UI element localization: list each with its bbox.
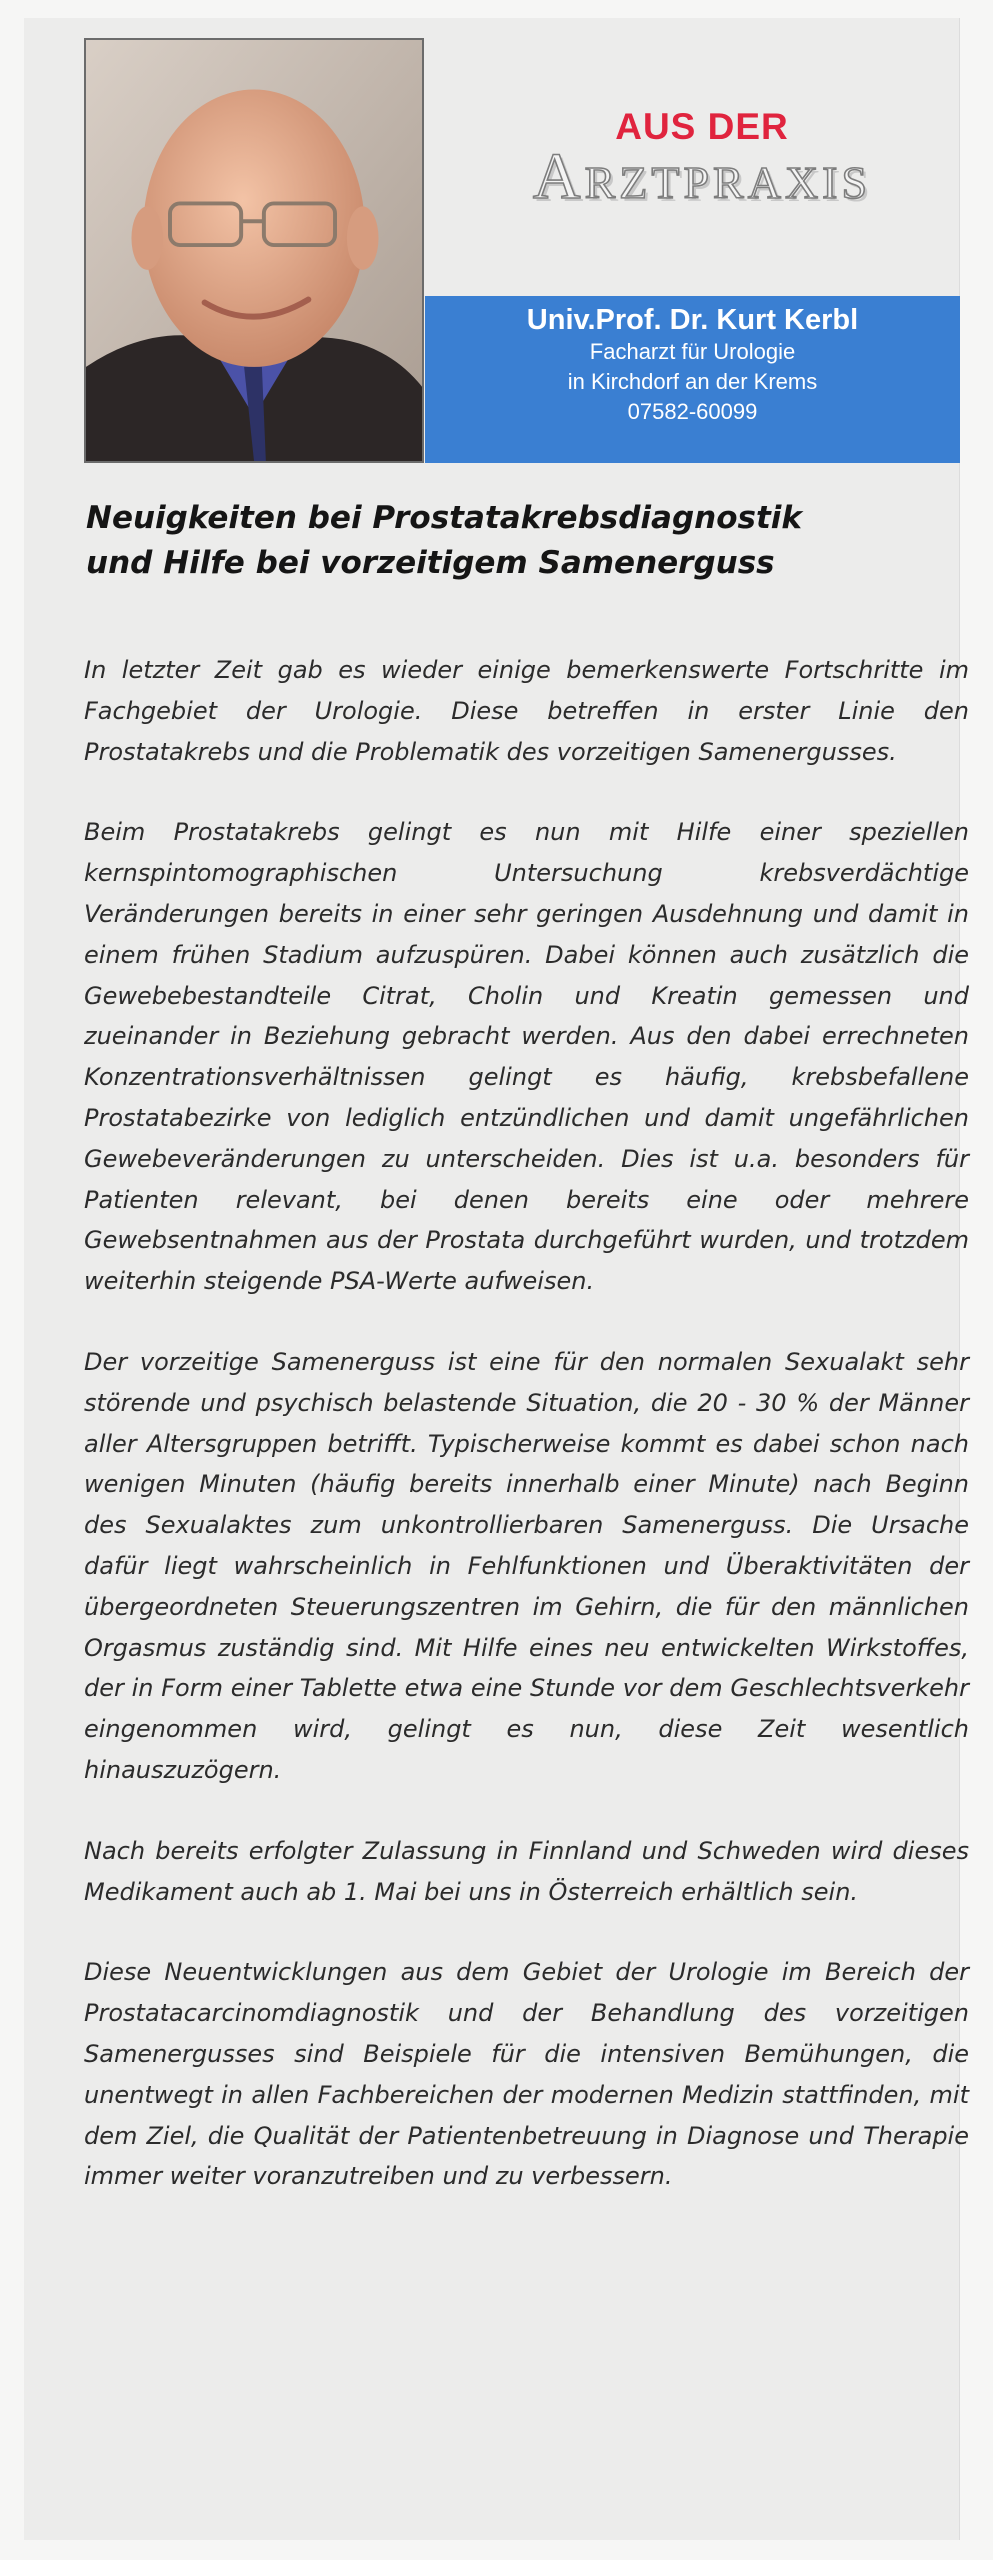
paragraph-prostate-diagnostics: Beim Prostatakrebs gelingt es nun mit Hilfe einer speziellen kernspintomographischen Untersuchung krebsverdächtige Veränderungen bereits in einer sehr geringen Ausdehnung und damit in einem frühen Stadium aufzuspüren. Dabei können auch zusätzlich die Gewebebestandteile Citrat, Cholin und Kreatin gemessen und zueinander in Beziehung gebracht werden. Aus den dabei errechneten Konzentrationsverhältnissen gelingt es häufig, krebsbefallene Prostatabezirke von lediglich entzündlichen und damit ungefährlichen Gewebeveränderungen zu unterscheiden. Dies ist u.a. besonders für Patienten relevant, bei denen bereits eine oder mehrere Gewebsentnahmen aus der Prostata durchgeführt wurden, und trotzdem weiterhin steigende PSA-Werte aufweisen. bbox=[84, 818, 969, 1296]
paragraph-intro: In letzter Zeit gab es wieder einige bemerkenswerte Fortschritte im Fachgebiet der Urologie. Diese betreffen in erster Linie den Prostatakrebs und die Problematik des vorzeitigen Samenergusses. bbox=[84, 656, 969, 766]
headline-line-1: Neuigkeiten bei Prostatakrebsdiagnostik bbox=[86, 500, 803, 536]
author-specialty: Facharzt für Urologie bbox=[589, 339, 796, 364]
author-location: in Kirchdorf an der Krems bbox=[567, 369, 818, 394]
author-phone: 07582-60099 bbox=[627, 399, 758, 424]
paragraph-approval: Nach bereits erfolgter Zulassung in Finnland und Schweden wird dieses Medikament auch ab 1. Mai bei uns in Österreich erhältlich sein. bbox=[84, 1836, 969, 1906]
column-title: Arztpraxis bbox=[532, 140, 872, 213]
author-photo bbox=[84, 38, 424, 463]
article-headline bbox=[86, 496, 966, 586]
article-panel bbox=[24, 18, 969, 2540]
column-kicker: AUS DER bbox=[615, 106, 789, 147]
paragraph-conclusion: Diese Neuentwicklungen aus dem Gebiet der Urologie im Bereich der Prostatacarcinomdiagnostik und der Behandlung des vorzeitigen Samenergusses sind Beispiele für die intensiven Bemühungen, die unentwegt in allen Fachbereichen der modernen Medizin stattfinden, mit dem Ziel, die Qualität der Patientenbetreuung in Diagnose und Therapie immer weiter voranzutreiben und zu verbessern. bbox=[84, 1958, 969, 2191]
headline-line-2: und Hilfe bei vorzeitigem Samenerguss bbox=[86, 545, 775, 581]
author-name: Univ.Prof. Dr. Kurt Kerbl bbox=[526, 304, 859, 336]
article-body bbox=[84, 650, 969, 2237]
author-box bbox=[425, 296, 960, 463]
paragraph-premature-ejaculation: Der vorzeitige Samenerguss ist eine für den normalen Sexualakt sehr störende und psychisch belastende Situation, die 20 - 30 % der Männer aller Altersgruppen betrifft. Typischerweise kommt es dabei schon nach wenigen Minuten (häufig bereits innerhalb einer Minute) nach Beginn des Sexualaktes zum unkontrollierbaren Samenerguss. Die Ursache dafür liegt wahrscheinlich in Fehlfunktionen und Überaktivitäten der übergeordneten Steuerungszentren im Gehirn, die für den männlichen Orgasmus zuständig sind. Mit Hilfe eines neu entwickelten Wirkstoffes, der in Form einer Tablette etwa eine Stunde vor dem Geschlechtsverkehr eingenommen wird, gelingt es nun, diese Zeit wesentlich hinauszuzögern. bbox=[84, 1347, 969, 1784]
